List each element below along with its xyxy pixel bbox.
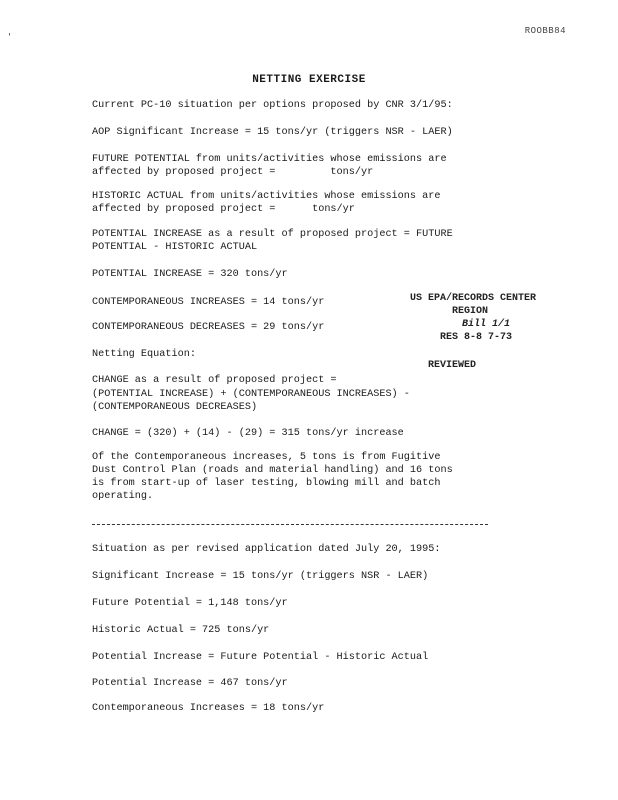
page-title: NETTING EXERCISE	[252, 74, 366, 86]
text-line: affected by proposed project = tons/yr	[92, 204, 355, 215]
received-stamp-line: US EPA/RECORDS CENTER	[410, 293, 537, 304]
text-line: Netting Equation:	[92, 349, 196, 360]
text-line: AOP Significant Increase = 15 tons/yr (triggers NSR - LAER)	[92, 127, 453, 138]
text-line: affected by proposed project = tons/yr	[92, 167, 374, 178]
text-line: Current PC-10 situation per options proposed by CNR 3/1/95:	[92, 100, 453, 111]
text-line: (CONTEMPORANEOUS DECREASES)	[92, 402, 258, 413]
text-line: is from start-up of laser testing, blowing mill and batch	[92, 478, 441, 489]
text-line: HISTORIC ACTUAL from units/activities whose emissions are	[92, 191, 441, 202]
text-line: CHANGE = (320) + (14) - (29) = 315 tons/yr increase	[92, 428, 404, 439]
text-line: Potential Increase = Future Potential - Historic Actual	[92, 652, 429, 663]
text-line: Dust Control Plan (roads and material handling) and 16 tons	[92, 465, 453, 476]
text-line: (POTENTIAL INCREASE) + (CONTEMPORANEOUS INCREASES) -	[92, 389, 410, 400]
document-id: ROOBB84	[524, 26, 566, 36]
text-line: FUTURE POTENTIAL from units/activities whose emissions are	[92, 154, 447, 165]
text-line: Contemporaneous Increases = 18 tons/yr	[92, 703, 325, 714]
received-stamp-line: REGION	[452, 306, 489, 317]
text-line: POTENTIAL INCREASE as a result of proposed project = FUTURE	[92, 229, 453, 240]
text-line: Potential Increase = 467 tons/yr	[92, 678, 288, 689]
received-stamp-line: RES 8-8 7-73	[440, 332, 513, 343]
text-line: Future Potential = 1,148 tons/yr	[92, 598, 288, 609]
text-line: operating.	[92, 491, 154, 502]
text-line: CONTEMPORANEOUS DECREASES = 29 tons/yr	[92, 322, 325, 333]
text-line: POTENTIAL INCREASE = 320 tons/yr	[92, 269, 288, 280]
received-stamp-line: Bill 1/1	[462, 319, 511, 330]
text-line: POTENTIAL - HISTORIC ACTUAL	[92, 242, 258, 253]
text-line: Situation as per revised application dated July 20, 1995:	[92, 544, 441, 555]
text-line: CONTEMPORANEOUS INCREASES = 14 tons/yr	[92, 297, 325, 308]
text-line: Significant Increase = 15 tons/yr (triggers NSR - LAER)	[92, 571, 429, 582]
text-line: CHANGE as a result of proposed project =	[92, 375, 337, 386]
corner-mark: '	[7, 33, 12, 42]
reviewed-stamp: REVIEWED	[428, 360, 477, 371]
text-line: Historic Actual = 725 tons/yr	[92, 625, 270, 636]
section-divider	[92, 524, 488, 525]
text-line: Of the Contemporaneous increases, 5 tons is from Fugitive	[92, 452, 441, 463]
